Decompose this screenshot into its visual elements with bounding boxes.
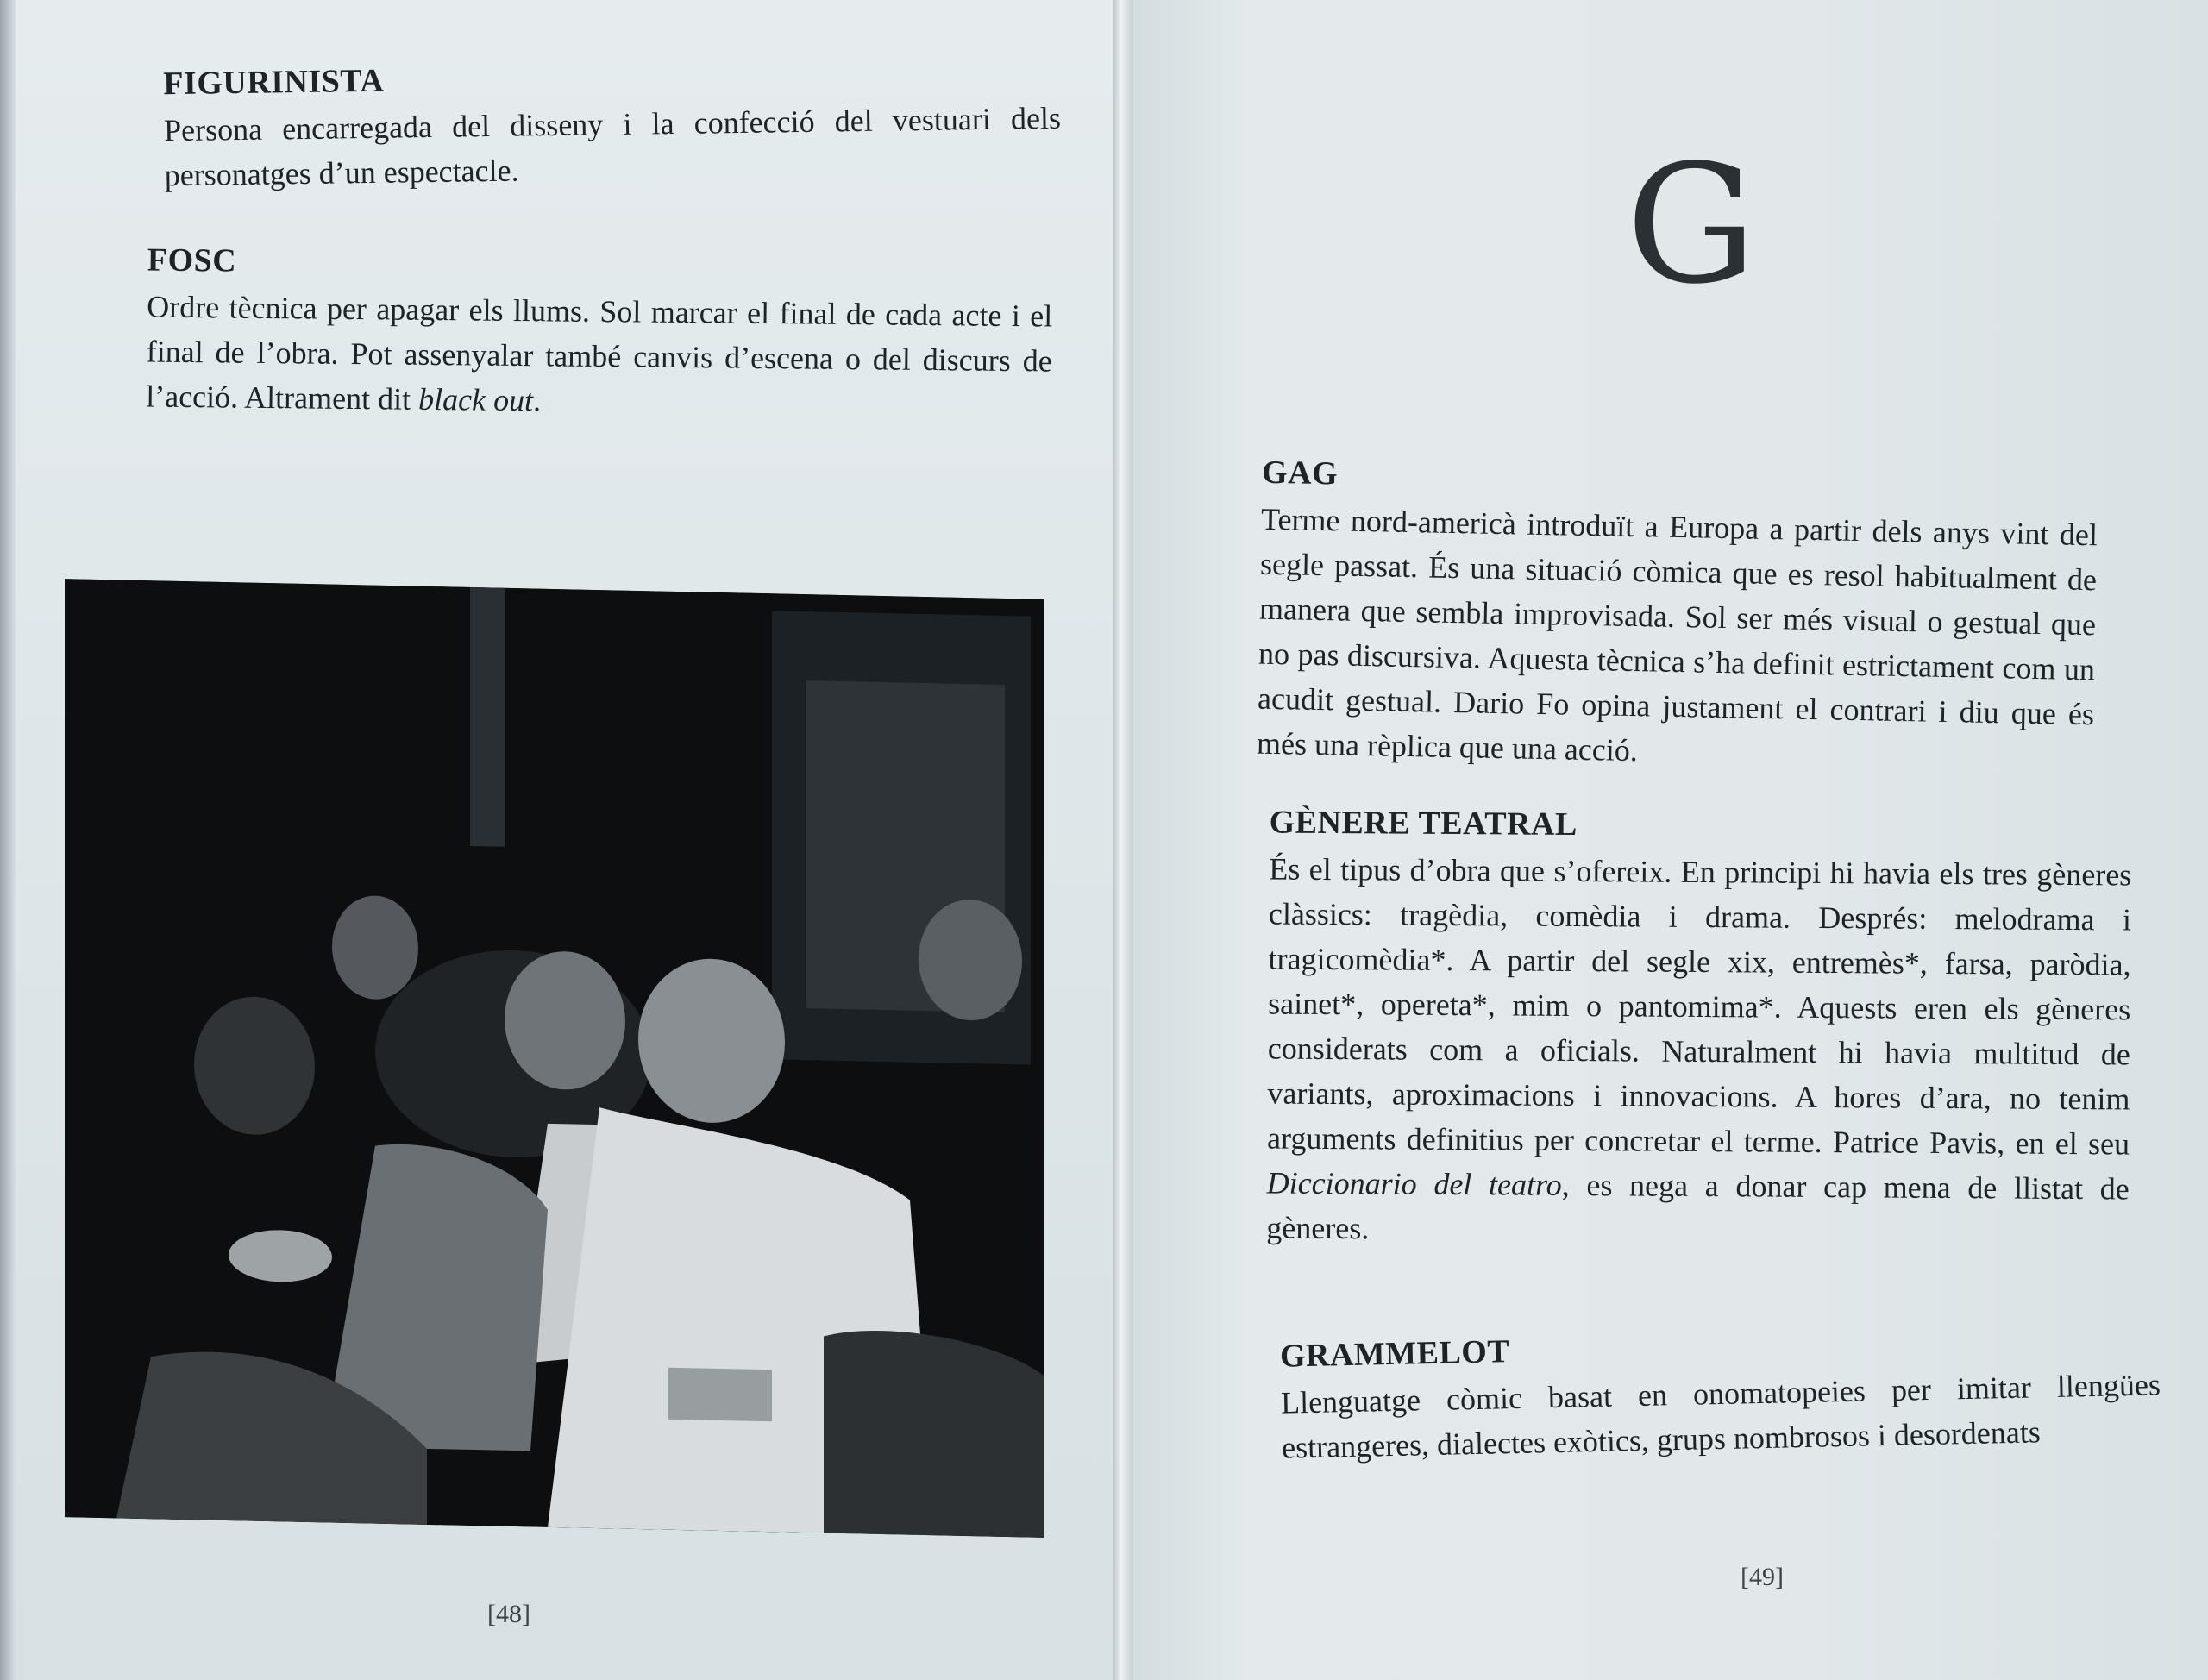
entry-fosc bbox=[146, 241, 1053, 429]
entry-term: GÈNERE TEATRAL bbox=[1269, 804, 1578, 843]
entry-term: GRAMMELOT bbox=[1279, 1333, 1510, 1375]
entry-term: GAG bbox=[1261, 454, 1339, 492]
entry-definition: És el tipus d’obra que s’ofereix. En principi hi havia els tres gèneres clàssics: tragèdia, comèdia i drama. Després: melodrama i tragicomèdia*. A partir del segle xix, entremès*, farsa, paròdia, sainet*, opereta*, mim o pantomima*. Aquests eren els gèneres considerats com a oficials. Naturalment hi havia multitud de variants, aproximacions i innovacions. A hores d’ara, no tenim arguments definitius per concretar el terme. Patrice Pavis, en el seu Diccionario del teatro, es nega a donar cap mena de llistat de gèneres. bbox=[1266, 851, 2132, 1246]
entry-gag bbox=[1257, 454, 2099, 782]
entry-term: FIGURINISTA bbox=[162, 62, 385, 103]
entry-genere-teatral bbox=[1266, 804, 2132, 1257]
entry-definition: Llenguatge còmic basat en onomatopeies per imitar llengües estrangeres, dialectes exòtics, grups nombrosos i desordenats bbox=[1280, 1367, 2161, 1465]
photo-of-audience-icon bbox=[65, 579, 1044, 1538]
page-edge bbox=[0, 0, 16, 1680]
entry-definition: Ordre tècnica per apagar els llums. Sol marcar el final de cada acte i el final de l’obra. Pot assenyalar també canvis d’escena o del discurs de l’acció. Altrament dit black out. bbox=[146, 289, 1053, 418]
entry-definition: Terme nord-americà introduït a Europa a partir dels anys vint del segle passat. És una situació còmica que es resol habitualment de manera que sembla improvisada. Sol ser més visual o gestual que no pas discursiva. Aquesta tècnica s’ha definit estrictament com un acudit gestual. Dario Fo opina justament el contrari i diu que és més una rèplica que una acció. bbox=[1256, 501, 2098, 768]
entry-grammelot bbox=[1279, 1319, 2161, 1470]
page-number-right: [49] bbox=[1741, 1563, 1784, 1591]
audience-photo bbox=[65, 579, 1044, 1538]
entry-figurinista bbox=[163, 53, 1062, 198]
book-gutter bbox=[1113, 0, 1133, 1680]
page-number-left: [48] bbox=[487, 1600, 530, 1628]
entry-definition: Persona encarregada del disseny i la confecció del vestuari dels personatges d’un espectacle. bbox=[163, 100, 1062, 193]
section-letter: G bbox=[1626, 129, 1757, 320]
entry-term: FOSC bbox=[147, 241, 237, 279]
